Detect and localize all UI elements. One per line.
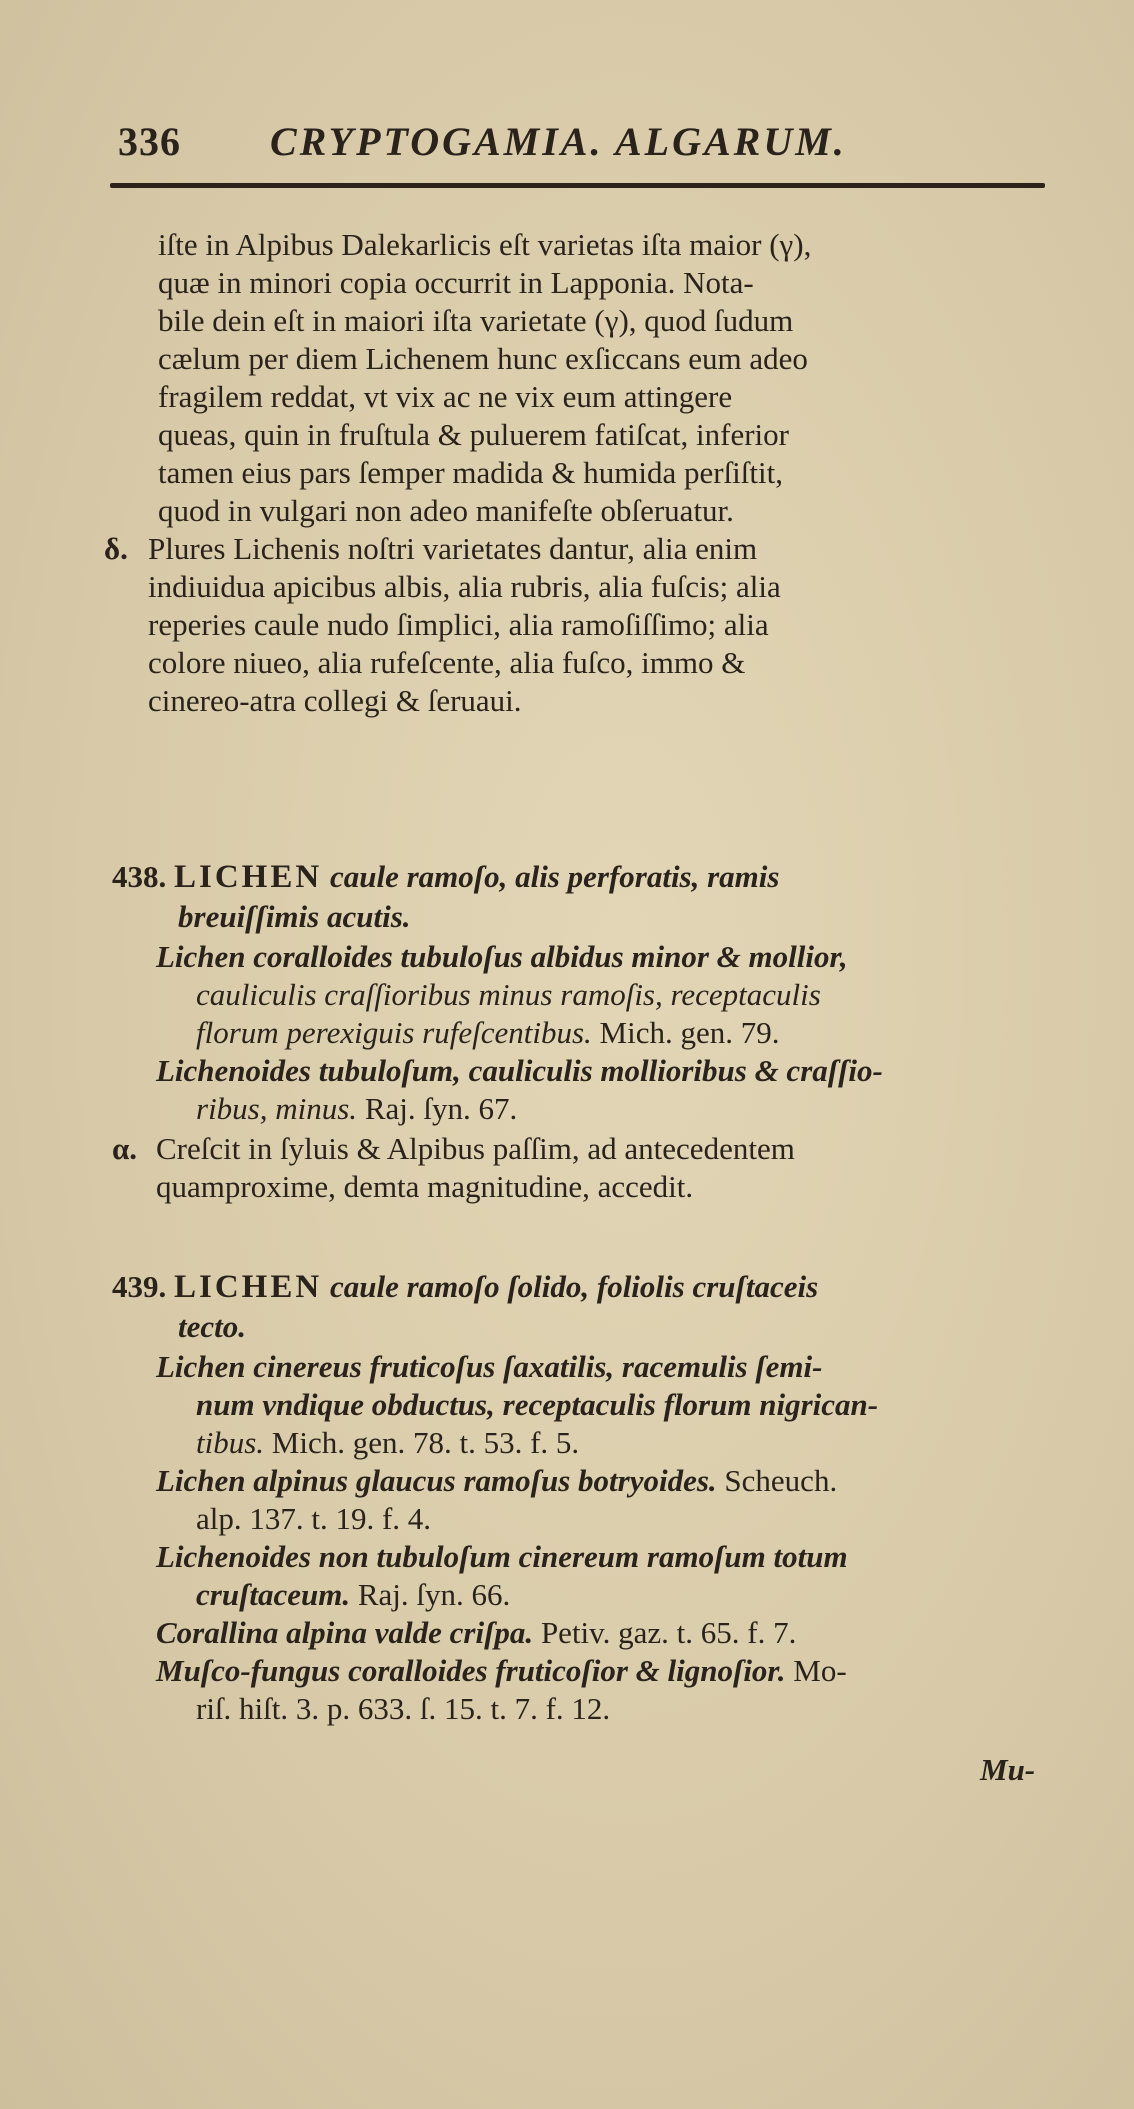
text-line: colore niueo, alia rufeſcente, alia fuſco, immo &: [148, 645, 746, 680]
synonym-line: [156, 1652, 847, 1690]
synonym-line: [156, 1614, 796, 1652]
entry-heading: [112, 1268, 818, 1306]
synonym-line: Lichen coralloides tubuloſus albidus minor & mollior,: [156, 939, 848, 974]
entry-diagnosis-cont: tecto.: [178, 1309, 246, 1344]
text-line: iſte in Alpibus Dalekarlicis eſt varietas iſta maior (γ),: [158, 227, 812, 262]
text-line: tamen eius pars ſemper madida & humida perſiſtit,: [158, 455, 783, 490]
entry-diagnosis: caule ramoſo ſolido, foliolis cruſtaceis: [329, 1269, 819, 1304]
synonym-line: riſ. hiſt. 3. p. 633. ſ. 15. t. 7. f. 12.: [196, 1691, 611, 1726]
synonym-text: Muſco-fungus coralloides fruticoſior & lignoſior.: [156, 1653, 786, 1688]
synonym-reference: Mo-: [793, 1653, 847, 1688]
text-line: quæ in minori copia occurrit in Lapponia. Nota-: [158, 265, 754, 300]
note-marker: δ.: [104, 531, 128, 566]
synonym-line: [196, 1576, 510, 1614]
entry-heading: [112, 858, 779, 896]
note-marker: α.: [112, 1131, 138, 1166]
synonym-reference: Mich. gen. 79.: [599, 1015, 780, 1050]
synonym-line: [196, 1090, 517, 1128]
synonym-line: cauliculis craſſioribus minus ramoſis, receptaculis: [196, 977, 821, 1012]
page-number: 336: [118, 119, 181, 164]
synonym-text: Corallina alpina valde criſpa.: [156, 1615, 534, 1650]
entry-diagnosis: caule ramoſo, alis perforatis, ramis: [329, 859, 780, 894]
text-line: quod in vulgari non adeo manifeſte obſeruatur.: [158, 493, 734, 528]
synonym-text: tibus.: [196, 1425, 265, 1460]
entry-number: 439.: [112, 1269, 167, 1304]
entry-diagnosis-cont: breuiſſimis acutis.: [178, 899, 411, 934]
entry-number: 438.: [112, 859, 167, 894]
text-line: queas, quin in fruſtula & puluerem fatiſcat, inferior: [158, 417, 789, 452]
running-title: CRYPTOGAMIA. ALGARUM.: [270, 119, 847, 164]
synonym-line: Lichenoides non tubuloſum cinereum ramoſum totum: [156, 1539, 848, 1574]
synonym-line: alp. 137. t. 19. f. 4.: [196, 1501, 432, 1536]
text-line: Creſcit in ſyluis & Alpibus paſſim, ad antecedentem: [156, 1131, 795, 1166]
synonym-line: [156, 1462, 837, 1500]
text-line: fragilem reddat, vt vix ac ne vix eum attingere: [158, 379, 733, 414]
catchword: Mu-: [980, 1752, 1036, 1787]
text-line: indiuidua apicibus albis, alia rubris, alia fuſcis; alia: [148, 569, 781, 604]
synonym-reference: Scheuch.: [724, 1463, 838, 1498]
synonym-line: [196, 1424, 579, 1462]
synonym-line: Lichenoides tubuloſum, cauliculis mollioribus & craſſio-: [156, 1053, 883, 1088]
synonym-line: num vndique obductus, receptaculis florum nigrican-: [196, 1387, 879, 1422]
synonym-line: Lichen cinereus fruticoſus ſaxatilis, racemulis ſemi-: [156, 1349, 823, 1384]
synonym-reference: Raj. ſyn. 67.: [364, 1091, 518, 1126]
text-line: reperies caule nudo ſimplici, alia ramoſiſſimo; alia: [148, 607, 769, 642]
page-header: [118, 118, 1048, 174]
entry-genus: LICHEN: [174, 859, 323, 895]
entry-genus: LICHEN: [174, 1269, 323, 1305]
synonym-text: Lichen alpinus glaucus ramoſus botryoides.: [156, 1463, 717, 1498]
text-line: cinereo-atra collegi & ſeruaui.: [148, 683, 522, 718]
text-line: bile dein eſt in maiori iſta varietate (γ), quod ſudum: [158, 303, 794, 338]
synonym-reference: Raj. ſyn. 66.: [357, 1577, 511, 1612]
text-line: cælum per diem Lichenem hunc exſiccans eum adeo: [158, 341, 808, 376]
header-rule: [110, 183, 1045, 188]
text-line: quamproxime, demta magnitudine, accedit.: [156, 1169, 694, 1204]
synonym-reference: Mich. gen. 78. t. 53. f. 5.: [271, 1425, 580, 1460]
synonym-line: [196, 1014, 779, 1052]
synonym-reference: Petiv. gaz. t. 65. f. 7.: [540, 1615, 797, 1650]
text-line: Plures Lichenis noſtri varietates dantur, alia enim: [148, 531, 758, 566]
synonym-text: florum perexiguis rufeſcentibus.: [196, 1015, 592, 1050]
synonym-text: ribus, minus.: [196, 1091, 358, 1126]
synonym-text: cruſtaceum.: [196, 1577, 351, 1612]
